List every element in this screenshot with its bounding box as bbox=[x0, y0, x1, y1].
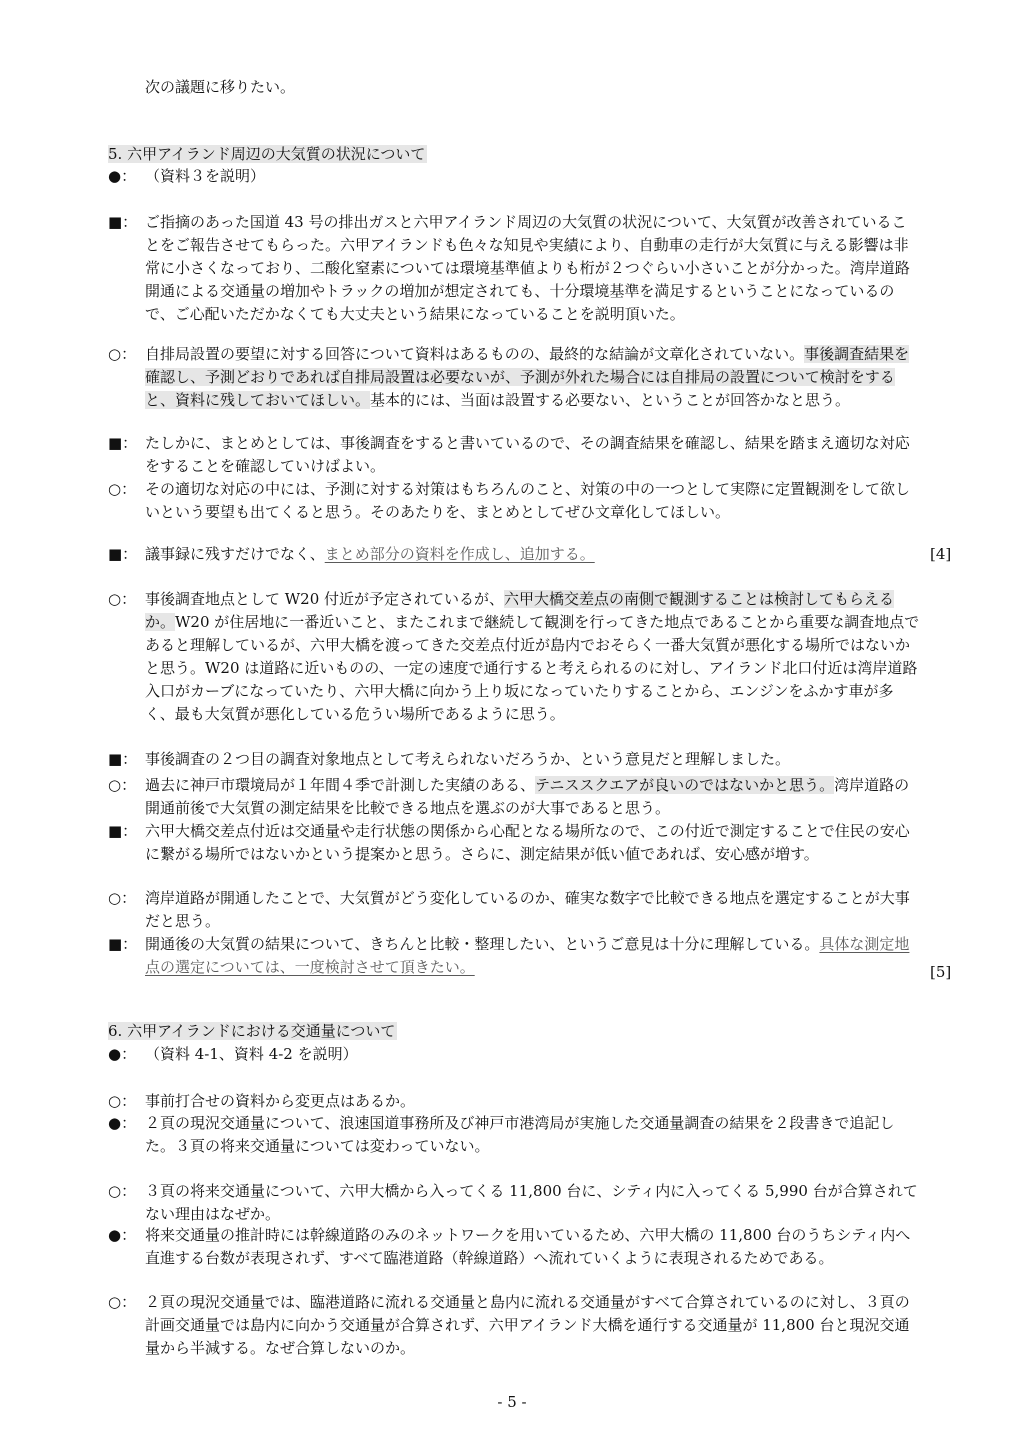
reference-number: [4] bbox=[930, 545, 952, 563]
speaker-mark: ○： bbox=[108, 776, 137, 794]
statement-segment: ２頁の現況交通量について、浪速国道事務所及び神戸市港湾局が実施した交通量調査の結果を２段書きで追記した。３頁の将来交通量については変わっていない。 bbox=[145, 1114, 895, 1155]
section5-heading bbox=[108, 143, 427, 166]
section6-heading-text: 6. 六甲アイランドにおける交通量について bbox=[108, 1022, 396, 1040]
speaker-mark: ○： bbox=[108, 590, 137, 608]
statement-segment: 事後調査の２つ目の調査対象地点として考えられないだろうか、という意見だと理解しました。 bbox=[145, 750, 791, 768]
statement-text bbox=[145, 1043, 920, 1066]
speaker-mark: ○： bbox=[108, 1293, 137, 1311]
speaker-mark: ■： bbox=[108, 822, 138, 840]
highlighted-text: 事後調査結果を確認し、予測どおりであれば自排局設置は必要ないが、予測が外れた場合には自排局の設置について検討をすると、資料に残しておいてほしい。 bbox=[145, 345, 910, 409]
speaker-mark: ■： bbox=[108, 935, 138, 953]
statement-segment: 自排局設置の要望に対する回答について資料はあるものの、最終的な結論が文章化されていない。 bbox=[145, 345, 805, 363]
statement-segment: （資料３を説明） bbox=[145, 167, 266, 185]
statement-segment: ３頁の将来交通量について、六甲大橋から入ってくる 11,800 台に、シティ内に入ってくる 5,990 台が合算されてない理由はなぜか。 bbox=[145, 1182, 918, 1223]
statement-text bbox=[145, 478, 920, 524]
statement-text bbox=[145, 165, 920, 188]
statement-segment: 事後調査地点として W20 付近が予定されているが、 bbox=[145, 590, 505, 608]
statement-segment: その適切な対応の中には、予測に対する対策はもちろんのこと、対策の中の一つとして実際に定置観測をして欲しいという要望も出てくると思う。そのあたりを、まとめとしてぜひ文章化してほしい。 bbox=[145, 480, 911, 521]
speaker-mark: ○： bbox=[108, 1092, 137, 1110]
statement-segment: 事前打合せの資料から変更点はあるか。 bbox=[145, 1092, 416, 1110]
statement-segment: ご指摘のあった国道 43 号の排出ガスと六甲アイランド周辺の大気質の状況について、大気質が改善されていることをご報告させてもらった。六甲アイランドも色々な知見や実績により、自動車の走行が大気質に与える影響は非常に小さくなっており、二酸化窒素については環境基準値よりも桁が２つぐらい小さいことが分かった。湾岸道路開通による交通量の増加やトラックの増加が想定されても、十分環境基準を満足するということになっているので、ご心配いただかなくても大丈夫という結果になっていることを説明頂いた。 bbox=[145, 213, 910, 323]
statement-segment: 六甲大橋交差点付近は交通量や走行状態の関係から心配となる場所なので、この付近で測定することで住民の安心に繋がる場所ではないかという提案かと思う。さらに、測定結果が低い値であれば、安心感が増す。 bbox=[145, 822, 910, 863]
statement-text bbox=[145, 588, 920, 726]
speaker-mark: ■： bbox=[108, 434, 138, 452]
statement-segment: ２頁の現況交通量では、臨港道路に流れる交通量と島内に流れる交通量がすべて合算されているのに対し、３頁の計画交通量では島内に向かう交通量が合算されず、六甲アイランド大橋を通行する交通量が 11,800 台と現況交通量から半減する。なぜ合算しないのか。 bbox=[145, 1293, 910, 1357]
speaker-mark: ○： bbox=[108, 480, 137, 498]
speaker-mark: ●： bbox=[108, 1226, 137, 1244]
section5-heading-text: 5. 六甲アイランド周辺の大気質の状況について bbox=[108, 145, 426, 163]
highlighted-text: 六甲大橋交差点の南側で観測することは検討してもらえるか。 bbox=[145, 590, 895, 631]
statement-text bbox=[145, 774, 920, 820]
underlined-action-text: 具体な測定地点の選定については、一度検討させて頂きたい。 bbox=[145, 935, 910, 976]
statement-segment: W20 が住居地に一番近いこと、またこれまで継続して観測を行ってきた地点であることから重要な調査地点であると理解しているが、六甲大橋を渡ってきた交差点付近が島内でおそらく一番大気質が悪化する場所ではないかと思う。W20 は道路に近いものの、一定の速度で通行すると考えられるのに対し、アイランド北口付近は湾岸道路入口がカーブになっていたり、六甲大橋に向かう上り坂になっていたりすることから、エンジンをふかす車が多く、最も大気質が悪化している危うい場所であるように思う。 bbox=[145, 613, 920, 723]
statement-text bbox=[145, 748, 920, 771]
statement-text bbox=[145, 1224, 920, 1270]
statement-text bbox=[145, 432, 920, 478]
highlighted-text: テニススクエアが良いのではないかと思う。 bbox=[535, 776, 835, 794]
intro-text: 次の議題に移りたい。 bbox=[145, 78, 296, 96]
statement-segment: （資料 4-1、資料 4-2 を説明） bbox=[145, 1045, 358, 1063]
statement-segment: 過去に神戸市環境局が１年間４季で計測した実績のある、 bbox=[145, 776, 536, 794]
speaker-mark: ●： bbox=[108, 167, 137, 185]
statement-text bbox=[145, 820, 920, 866]
statement-segment: たしかに、まとめとしては、事後調査をすると書いているので、その調査結果を確認し、結果を踏まえ適切な対応をすることを確認していけばよい。 bbox=[145, 434, 910, 475]
statement-segment: 湾岸道路の開通前後で大気質の測定結果を比較できる地点を選ぶのが大事であると思う。 bbox=[145, 776, 910, 817]
statement-segment: 議事録に残すだけでなく、 bbox=[145, 545, 325, 563]
statement-text bbox=[145, 1180, 920, 1226]
statement-text bbox=[145, 1291, 920, 1360]
statement-text bbox=[145, 933, 920, 979]
speaker-mark: ■： bbox=[108, 213, 138, 231]
statement-segment: 基本的には、当面は設置する必要ない、ということが回答かなと思う。 bbox=[370, 391, 851, 409]
section6-heading bbox=[108, 1020, 397, 1043]
statement-text bbox=[145, 343, 920, 412]
statement-segment: 湾岸道路が開通したことで、大気質がどう変化しているのか、確実な数字で比較できる地点を選定することが大事だと思う。 bbox=[145, 889, 910, 930]
statement-segment: 開通後の大気質の結果について、きちんと比較・整理したい、というご意見は十分に理解している。 bbox=[145, 935, 820, 953]
speaker-mark: ■： bbox=[108, 750, 138, 768]
reference-number: [5] bbox=[930, 963, 952, 981]
speaker-mark: ○： bbox=[108, 345, 137, 363]
statement-segment: 将来交通量の推計時には幹線道路のみのネットワークを用いているため、六甲大橋の 11,800 台のうちシティ内へ直進する台数が表現されず、すべて臨港道路（幹線道路）へ流れていくように表現されるためである。 bbox=[145, 1226, 911, 1267]
speaker-mark: ■： bbox=[108, 545, 138, 563]
statement-text bbox=[145, 543, 920, 566]
underlined-action-text: まとめ部分の資料を作成し、追加する。 bbox=[324, 545, 595, 563]
speaker-mark: ○： bbox=[108, 1182, 137, 1200]
statement-text bbox=[145, 211, 920, 326]
page-number: - 5 - bbox=[497, 1393, 527, 1411]
speaker-mark: ●： bbox=[108, 1114, 137, 1132]
speaker-mark: ●： bbox=[108, 1045, 137, 1063]
speaker-mark: ○： bbox=[108, 889, 137, 907]
statement-text bbox=[145, 1090, 920, 1113]
statement-text bbox=[145, 887, 920, 933]
statement-text bbox=[145, 1112, 920, 1158]
